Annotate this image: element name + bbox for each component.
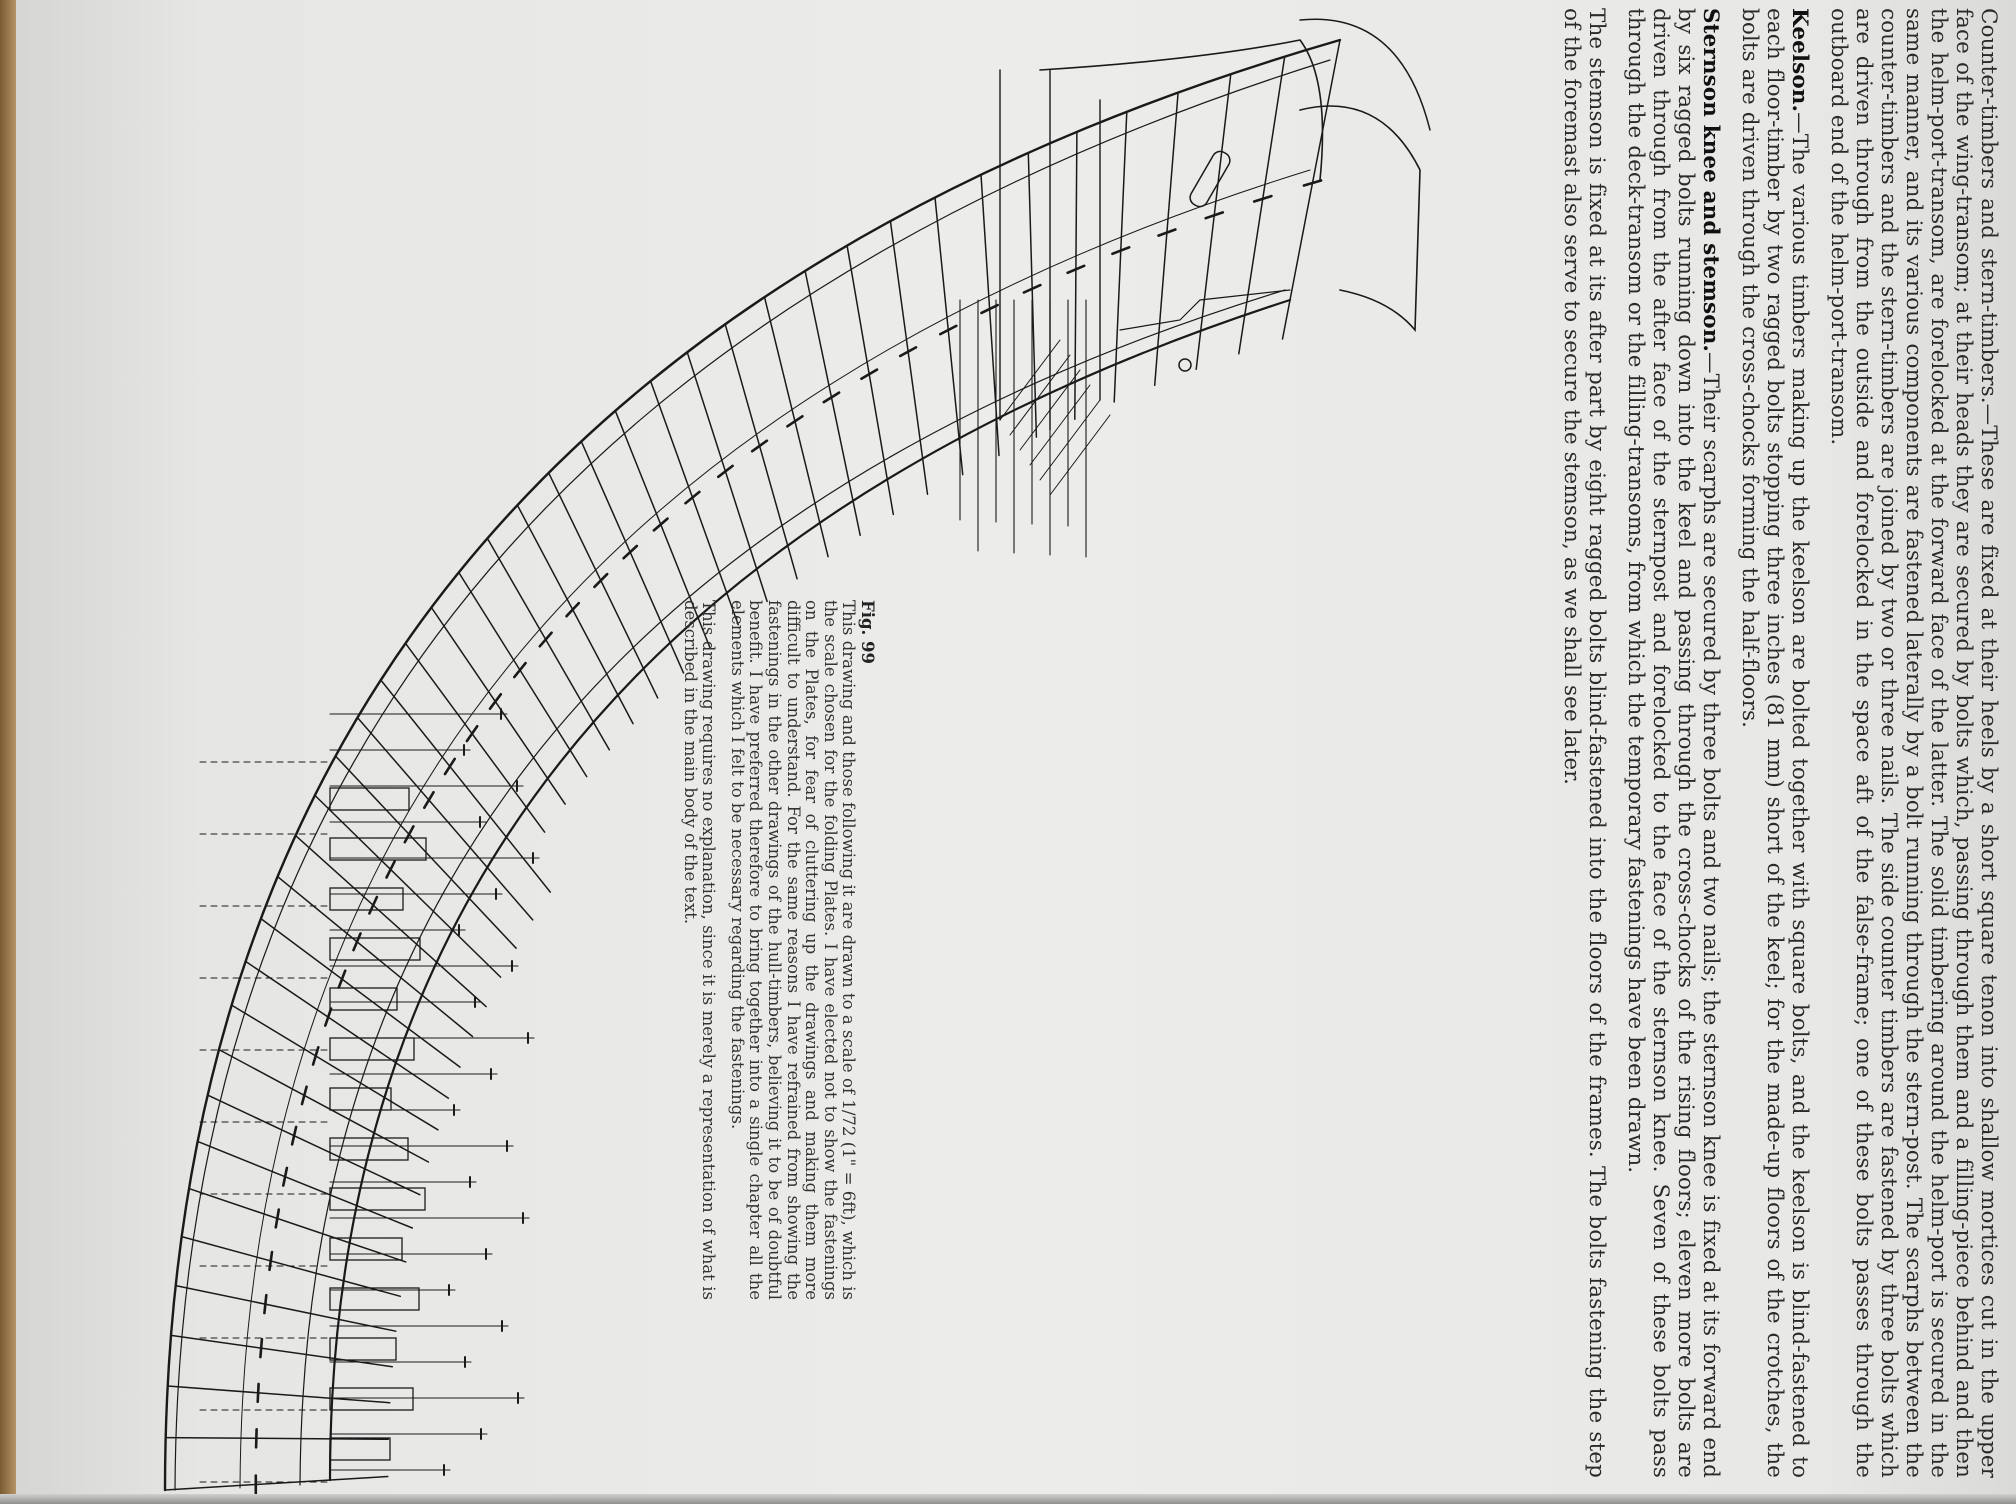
figure-label: Fig. 99 [858,600,877,664]
caption-paragraph: This drawing requires no explanation, since it is merely a representation of what is described in the main body of the text. [680,600,719,1300]
paragraph-text: —The various timbers making up the keelson are bolted together with square bolts, and the keelson is blind-fastened to each floor-timber by two ragged bolts stopping three inches (81 mm) short of the keel; for the made-up floors of the crotches, the bolts are driven through the cross-chocks forming the half-floors. [1737,8,1812,1478]
paragraph-sternson-knee [1623,8,1723,1478]
paragraph-counter-timbers [1826,8,2001,1478]
page-bottom-edge [0,1494,2016,1504]
paragraph-heading: Sternson knee and stemson. [1698,8,1723,353]
paragraph-text: Counter-timbers and stern-timbers.—These are fixed at their heels by a short square tenon into shallow mortices cut in the upper face of the wing-transom; at their heads they are secured by bolts which, passing through them and a filling-piece behind and then the helm-port-transom, are forelocked at the forward face of the latter. The solid timbering around the helm-port is secured in the same manner, and its various components are fastened laterally by a bolt running through the stern-post. The scarphs between the counter-timbers and the stern-timbers are joined by two or three nails. The side counter timbers are fastened by three bolts which are driven through from the outside and forelocked in the space aft of the false-frame; one of these bolts passes through the outboard end of the helm-port-transom. [1826,8,2001,1478]
paragraph-keelson [1737,8,1812,1478]
paragraph-heading: Keelson. [1787,8,1812,113]
figure-caption [670,600,876,1300]
paragraph-text: —Their scarphs are secured by three bolts and two nails; the sternson knee is fixed at its forward end by six ragged bolts running down into the keel and passing through the cross-chocks of the rising floors; eleven more bolts are driven through from the after face of the sternpost and forelocked to the face of the sternson knee. Seven of these bolts pass through the deck-transom or the filling-transoms, from which the temporary fastenings have been drawn. [1623,8,1723,1479]
paragraph-text: The stemson is fixed at its after part by eight ragged bolts blind-fastened into the floors of the frames. The bolts fastening the step of the foremast also serve to secure the stemson, as we shall see later. [1559,8,1609,1478]
caption-paragraph: This drawing and those following it are drawn to a scale of 1/72 (1" = 6ft), which is the scale chosen for the folding Plates. I have elected not to show the fastenings on the Plates, for fear of cluttering up the drawings and making them more difficult to understand. For the same reasons I have refrained from showing the fastenings in the other drawings of the hull-timbers, believing it to be of doubtful benefit. I have preferred therefore to bring together into a single chapter all the elements which I felt to be necessary regarding the fastenings. [727,600,859,1300]
body-text [1545,8,2001,1478]
paragraph-stemson [1559,8,1609,1478]
